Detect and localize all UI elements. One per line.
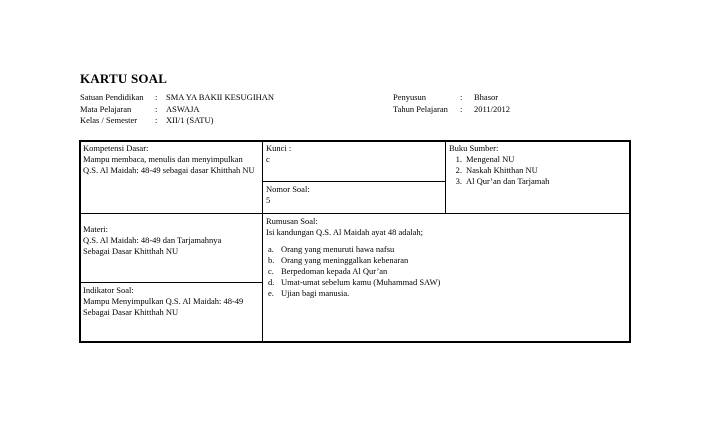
question-card — [79, 140, 631, 343]
answer-option — [268, 288, 627, 299]
kunci-value: c — [266, 154, 270, 164]
materi-line: Q.S. Al Maidah: 48-49 dan Tarjamahnya — [83, 235, 222, 245]
option-letter: a. — [268, 244, 274, 254]
buku-label: Buku Sumber: — [449, 143, 499, 153]
list-item — [451, 154, 627, 165]
option-text: Umat-umat sebelum kamu (Muhammad SAW) — [281, 277, 441, 287]
header-value: Bhasor — [474, 92, 499, 102]
list-number: 3. — [455, 176, 462, 186]
rumusan-label: Rumusan Soal: — [266, 216, 318, 226]
question-text: Isi kandungan Q.S. Al Maidah ayat 48 adalah; — [266, 227, 423, 237]
option-letter: d. — [268, 277, 275, 287]
materi-cell — [80, 214, 262, 282]
kompetensi-label: Kompetensi Dasar: — [83, 143, 149, 153]
header-colon: : — [460, 92, 463, 102]
list-item — [451, 165, 627, 176]
nomor-label: Nomor Soal: — [266, 184, 310, 194]
option-text: Ujian bagi manusia. — [281, 288, 350, 298]
indikator-line: Mampu Menyimpulkan Q.S. Al Maidah: 48-49 — [83, 296, 244, 306]
answer-option — [268, 266, 627, 277]
header-row-mapel — [80, 104, 274, 116]
option-letter: e. — [268, 288, 274, 298]
indikator-line: Sebagai Dasar Khitthah NU — [83, 307, 179, 317]
option-text: Berpedoman kepada Al Qur’an — [281, 266, 388, 276]
header-row-tahun — [393, 104, 510, 116]
materi-line: Sebagai Dasar Khitthah NU — [83, 246, 179, 256]
header-right — [393, 92, 510, 115]
materi-label: Materi: — [83, 224, 109, 234]
header-label: Tahun Pelajaran — [393, 103, 448, 114]
header-value: 2011/2012 — [474, 103, 511, 114]
header-row-satuan — [80, 92, 274, 104]
kunci-cell — [263, 141, 445, 181]
page-title: KARTU SOAL — [80, 71, 168, 86]
header-value: XII/1 (SATU) — [166, 115, 214, 125]
answer-option — [268, 244, 627, 255]
list-text: Naskah Khitthan NU — [466, 165, 538, 175]
option-letter: b. — [268, 255, 275, 265]
answer-option — [268, 255, 627, 266]
nomor-value: 5 — [266, 195, 271, 205]
option-text: Orang yang menuruti hawa nafsu — [281, 244, 395, 254]
kompetensi-cell — [80, 141, 262, 213]
header-row-kelas — [80, 115, 274, 127]
buku-cell — [446, 141, 630, 213]
list-text: Al Qur’an dan Tarjamah — [466, 176, 550, 186]
header-label: Kelas / Semester — [80, 115, 138, 125]
kunci-label: Kunci : — [266, 143, 292, 153]
kompetensi-line: Mampu membaca, menulis dan menyimpulkan — [83, 154, 243, 164]
header-colon: : — [155, 103, 158, 114]
rumusan-cell — [263, 214, 630, 342]
header-left — [80, 92, 274, 127]
header-label: Penyusun — [393, 92, 427, 102]
header-colon: : — [155, 115, 158, 125]
header-value: SMA YA BAKII KESUGIHAN — [166, 92, 275, 102]
indikator-label: Indikator Soal: — [83, 285, 134, 295]
kompetensi-line: Q.S. Al Maidah: 48-49 sebagai dasar Khitthah NU — [83, 165, 255, 175]
nomor-cell — [263, 182, 445, 213]
list-number: 2. — [455, 165, 462, 175]
header-row-penyusun — [393, 92, 510, 104]
list-item — [451, 176, 627, 187]
option-text: Orang yang meninggalkan kebenaran — [281, 255, 409, 265]
header-label: Mata Pelajaran — [80, 103, 132, 114]
answer-option — [268, 277, 627, 288]
indikator-cell — [80, 283, 262, 342]
header-label: Satuan Pendidikan — [80, 92, 144, 102]
buku-list — [449, 154, 627, 187]
header-colon: : — [155, 92, 158, 102]
answer-options — [266, 244, 627, 299]
option-letter: c. — [268, 266, 274, 276]
list-number: 1. — [455, 154, 462, 164]
list-text: Mengenal NU — [466, 154, 515, 164]
header-value: ASWAJA — [166, 103, 200, 114]
header-colon: : — [460, 103, 463, 114]
